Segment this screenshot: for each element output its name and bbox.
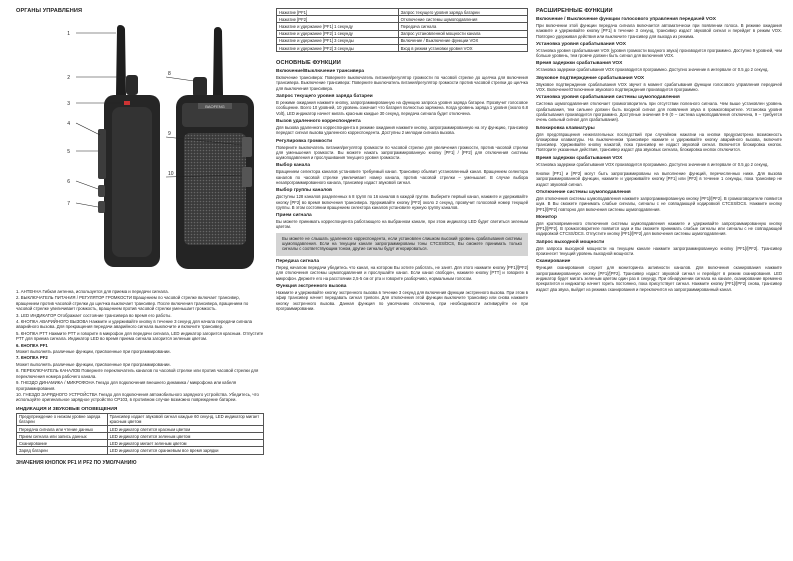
section-heading: Выбор группы каналов [276,188,332,194]
table-row [277,30,528,37]
pf-defaults-title: ЗНАЧЕНИЯ КНОПОК PF1 И PF2 ПО УМОЛЧАНИЮ [16,459,137,466]
table-row [17,425,264,432]
pf-defaults-table [276,8,528,52]
control-item: 10. ГНЕЗДО ЗАРЯДНОГО УСТРОЙСТВА Гнездо для подключения автомобильного зарядного устройства. Убедитесь, что используйте оригинальное зарядное устройство CP103, в противном случае возможно повреждение батареи. [16,391,259,403]
callout-10: 10 [168,171,174,177]
control-item: 2. ВЫКЛЮЧАТЕЛЬ ПИТАНИЯ / РЕГУЛЯТОР ГРОМКОСТИ Вращением по часовой стрелке включает трансивер, вращением против часовой стрелки до щелчка выключает трансивер. После включения трансивера, вращением по часовой стрелке увеличивает громкость, вращением против часовой стрелки уменьшает громкость. [16,295,249,312]
note-text: Вы можете не слышать удаленного корреспондента, если установлен слишком высокий уровень срабатывания системы шумоподавления. Если на текущем канале запрограммированы тоны CTCSS/DCS, Вы сможете принимать только сигналы с соответствующим тоном, другие сигналы будут игнорироваться. [282,235,522,252]
table-cell: Предупреждение о низком уровне заряда батареи [17,413,108,425]
section-heading: Вызов удаленного корреспондента [276,118,361,124]
control-item: Может выполнять различные функции, присвоенные при программировании. [16,361,171,367]
controls-list [16,289,264,403]
section-text: Для кратковременного отключения системы шумоподавления нажмите и удерживайте запрограммированную кнопку [PF1]/[PF2]. В громкоговорителе появится шум и Вы сможете принимать слабые сигналы или сигналы с не совпадающей кодировкой CTCSS/DCS. Отпустите кнопку [PF1]/[PF2] для включения системы шумоподавления. [536,220,782,237]
table-cell: Включение / Выключение функции VOX [398,37,527,44]
note-box [276,233,528,256]
pf-programming-paragraph: Кнопки [PF1] и [PF2] могут быть запрограммированы на выполнение функций, перечисленных ниже. Для вызова запрограммированной функции, нажмите и удерживайте кнопку [PF1] или [PF2] в течение 1 секунды, пока трансивер не издаст звуковой сигнал. [536,171,782,187]
section-text: Доступны 128 каналов разделенных в 8 групп по 16 каналов в каждой группе. Выберите первый канал, нажмите и удерживайте кнопку [PF2] во время включения трансивера. Удерживайте кнопку [PF2] около 2 секунд, прозвучит голосовой номер текущей группы. В этом состоянии вращением селектора каналов установите нужную группу каналов. [276,194,528,210]
control-item: Может выполнять различные функции, присвоенные при программировании. [16,349,171,355]
table-cell: Передача сигнала [398,23,527,30]
control-item: 9. ГНЕЗДО ДИНАМИКА / МИКРОФОНА Гнездо для подключения внешнего динамика / микрофона или кабеля программирования. [16,380,237,391]
section-text: Поверните выключатель питания/регулятор громкости по часовой стрелке для увеличения громкости, против часовой стрелки для уменьшения громкости. Вы можете нажать запрограммированную кнопку [PF1] / [PF2] для отключения системы шумоподавления и прослушивания текущего уровня громкости. [276,144,528,161]
table-cell: Запрос текущего уровня заряда батареи [398,9,527,16]
radio-side-view [98,25,160,267]
section-text: Для предотвращения нежелательных последствий при случайном нажатии на кнопки предусмотрена возможность блокировки клавиатуры. На выключенном трансивере нажмите и удерживайте кнопку аварийного вызова, включите трансивер. Удерживайте кнопку нажатой, пока трансивер не издаст звуковой сигнал. Включится блокировка кнопок. Повторите указанные действия, трансивер издаст два звуковых сигнала, блокировка кнопок отключится. [536,131,782,153]
table-cell: Отключение системы шумоподавления [398,16,527,23]
control-item: 5. КНОПКА PTT Нажмите PTT и говорите в микрофон для передачи сигнала, LED индикатор загорится красным. Отпустите PTT для приема сигнала. Индикатор LED во время приема сигнала загорится зеленым цветом. [16,330,264,342]
section-text: При включении этой функции передача сигнала включается автоматически при появлении голоса. В режиме ожидания нажмите и удерживайте кнопку [PF1] в течение 3 секунд, трансивер издаст звуковой сигнал и перейдет в режим VOX. Повторно удерживая действия или выключите трансивер для выхода из режима. [536,23,782,39]
table-cell: Прием сигнала или запись данных [17,433,108,440]
section-heading: Запрос текущего уровня заряда батареи [276,94,373,100]
control-item: 4. КНОПКА АВАРИЙНОГО ВЫЗОВА Нажмите и удерживайте кнопку в течение 3 секунд для начала передачи сигнала аварийного вызова. Для прекращения передачи аварийного сигнала выключите и включите трансивер. [16,319,253,330]
callout-6: 6 [67,179,70,185]
section-heading: Блокировка клавиатуры [536,125,595,131]
radio-brand-label: BAOFENG [205,104,225,109]
table-cell: Нажатие и удержание [PF2] 1 секунду [277,30,399,37]
column-2 [276,8,528,555]
callout-3: 3 [67,101,70,107]
callout-2: 2 [67,75,70,81]
table-row [17,413,264,425]
table-cell: Вход в режим установки уровня VOX [398,44,527,51]
section-text: Перед началом передачи убедитесь что канал, на котором Вы хотите работать, не занят. Для этого нажмите кнопку [PF1]/[PF2] для отключения системы шумоподавления и прослушайте канал. Если канал свободен, нажмите кнопку [PTT] и говорите в микрофон. Держите его на расстоянии 2,5-5 см от рта и говорите разборчиво, нормальным голосом. [276,265,528,281]
control-item: 7. КНОПКА PF2 [16,355,48,361]
controls-title: ОРГАНЫ УПРАВЛЕНИЯ [16,8,83,14]
radio-illustration [16,17,264,285]
section-text: Нажмите и удерживайте кнопку экстренного вызова в течение 3 секунд для включения функции экстренного вызова. При этом в эфир трансивер начнет передавать сигнал тревоги. Для отключения этой функции выключите трансивер или снова нажмите кнопку экстренного вызова. Данная функция по умолчанию отключена, при необходимости активируйте ее при программировании. [276,290,528,311]
section-heading: Функция экстренного вызова [276,284,347,290]
section-text: Для вызова удаленного корреспондента в режиме ожидания нажмите кнопку, запрограммированную на эту функцию, трансивер передаст сигнал вызова удаленного корреспондента. Доступны 2 мелодии сигнала вызова. [276,124,528,136]
section-text: В режиме ожидания нажмите кнопку, запрограммированную на функцию запроса уровня заряда батареи. Прозвучит голосовое сообщение. Всего 10 уровней, 10 уровень означает что батарея полностью заряжена. Когда уровень заряда 1 уровня (около 6.8 Volt), LED индикатор начнет мигать красным каждые 30 секунд, передача сигнала будет отключена. [276,100,528,116]
section-text: Установка задержки срабатывания VOX производится программно. Доступно значение в интервале от 0.5 до 2 секунд. [536,67,769,73]
callout-8: 8 [168,71,171,77]
ptt-shape [98,129,106,179]
column-3 [536,8,782,555]
section-text: Установка уровня срабатывания VOX (уровня громкости входного звука) производится программно. Доступно 9 уровней, чем больше уровень, тем громче должен быть сигнал для включения VOX. [536,47,782,59]
section-heading: Прием сигнала [276,213,312,219]
section-heading: Монитор [536,214,557,220]
section-text: Установка задержки срабатывания VOX производится программно. Доступно значение в интервале от 0.5 до 2 секунд. [536,161,769,167]
section-heading: Установка уровня срабатывания VOX [536,41,626,47]
table-cell: Нажатие [PF2] [277,16,399,23]
section-text: Вращением селектора каналов установите требуемый канал. Трансивер объявит установленный канал. Вращением селектора каналов по часовой стрелке увеличивает номер канала, против часовой стрелки – уменьшает. В случае выбора незапрограммированного канала, трансивер издаст звуковой сигнал. [276,169,528,185]
control-item: 6. КНОПКА PF1 [16,342,48,348]
callout-4: 4 [67,121,70,127]
table-cell: Передача сигнала или чтение данных [17,425,108,432]
radio-front-view [176,27,254,269]
table-row [277,23,528,30]
section-heading: Установка уровня срабатывания системы шумоподавления [536,95,680,101]
callout-1: 1 [67,31,70,37]
control-item: 8. ПЕРЕКЛЮЧАТЕЛЬ КАНАЛОВ Поверните переключатель каналов по часовой стрелке или против часовой стрелки для переключения номера рабочего канала. [16,368,259,379]
section-heading: Регулировка громкости [276,138,333,144]
control-item: 3. LED ИНДИКАТОР Отображает состояние трансивера во время его работы. [16,312,172,318]
section-text: Включение трансивера: Поверните выключатель питания/регулятор громкости по часовой стрелке до щелчка для включения трансивера. Выключение трансивера: Поверните выключатель питания/регулятор громкости против часовой стрелки до щелчка для выключения трансивера. [276,75,528,91]
advanced-functions-title: РАСШИРЕННЫЕ ФУНКЦИИ [536,8,613,14]
table-row [277,44,528,51]
table-cell: Запрос установленной мощности канала [398,30,527,37]
antenna-shape [116,25,126,95]
table-cell: LED индикатор светится зеленым цветом [107,433,263,440]
table-row [17,440,264,447]
indication-table [16,413,264,455]
section-heading: Выбор канала [276,163,311,169]
section-text: Вы можете принимать корреспондента работающего на выбранном канале, при этом индикатор LED будет светиться зеленым цветом. [276,219,528,230]
table-row [277,16,528,23]
section-text: Для отключения системы шумоподавления нажмите запрограммированную кнопку [PF1]/[PF2]. В громкоговорителе появится шум. В Вы сможете принимать слабые сигналы, сигналы с не совпадающей кодировкой CTCSS/DCS. Нажмите кнопку [PF1]/[PF2] повторно для включения системы шумоподавления. [536,195,782,212]
section-heading: Отключение системы шумоподавления [536,189,631,195]
radio-drawing [16,17,264,285]
callout-7: 7 [67,201,70,207]
section-heading: Время задержки срабатывания VOX [536,155,623,161]
section-text: Звуковое подтверждение срабатывания VOX звучит в момент срабатывания функции голосового управления передачей VOX. Включение/Отключение звукового подтверждения производится программно. [536,81,782,93]
section-text: Функция сканирования служит для мониторинга активности каналов. Для включения сканирования нажмите запрограммированную кнопку [PF1]/[PF2]. Трансивер издаст звуковой сигнал и перейдет в режим сканирования. LED индикатор будет мигать зеленым цветом один раз в секунду. При обнаружении сигнала на канале, сканирование временно прекратится и индикатор начнет гореть постоянно, пока присутствует сигнал. Нажмите кнопку [PF1]/[PF2] снова, трансивер издаст два звука, выйдет из режима сканирования и переключится на запрограммированный канал. [536,265,782,292]
table-cell: Нажатие и удержание [PF1] 3 секунды [277,37,399,44]
section-heading: Звуковое подтверждение срабатывания VOX [536,75,645,81]
table-cell: LED индикатор светится красным цветом [107,425,263,432]
section-heading: Запрос выходной мощности [536,239,605,245]
callout-9: 9 [168,131,171,137]
table-cell: Сканирование [17,440,108,447]
table-cell: Заряд батареи [17,447,108,454]
table-cell: LED индикатор мигает зеленым цветом [107,440,263,447]
indication-title: ИНДИКАЦИЯ И ЗВУКОВЫЕ ОПОВЕЩЕНИЯ [16,406,118,412]
column-1 [16,8,264,555]
callout-5: 5 [67,149,70,155]
section-heading: Время задержки срабатывания VOX [536,61,623,67]
section-text: Для запроса выходной мощности на текущем канале нажмите запрограммированную кнопку [PF1]/[PF2]. Трансивер произнесет текущий уровень выходной мощности. [536,245,782,257]
control-item: 1. АНТЕННА Гибкая антенна, используется для приема и передачи сигнала. [16,289,169,294]
section-text: Система шумоподавления отключает громкоговоритель при отсутствии полезного сигнала. Чем выше установлен уровень срабатывания, тем сильнее должен быть входной сигнал для появления звука в громкоговорителе. Установка уровня срабатывания производится программно. Доступные значения 0-9 (0 – система шумоподавления отключена, 9 – требуется очень сильный сигнал для срабатывания). [536,101,782,123]
table-row [17,447,264,454]
table-row [277,37,528,44]
section-heading: Включение/Выключение трансивера [276,69,365,75]
table-cell: Нажатие и удержание [PF1] 1 секунду [277,23,399,30]
section-heading: Передача сигнала [276,259,319,265]
table-cell: Трансивер издает звуковой сигнал каждые 60 секунд, LED индикатор мигает красным цветом [107,413,263,425]
table-cell: Нажатие [PF1] [277,9,399,16]
section-heading: Включение / Выключение функции голосового управления передачей VOX [536,17,716,22]
table-cell: Нажатие и удержание [PF2] 3 секунды [277,44,399,51]
table-row [17,433,264,440]
section-heading: Сканирование [536,259,571,265]
knob-shape [126,75,138,95]
basic-functions-title: ОСНОВНЫЕ ФУНКЦИИ [276,60,341,67]
table-cell: LED индикатор светится оранжевым все время зарядки [107,447,263,454]
table-row [277,9,528,16]
